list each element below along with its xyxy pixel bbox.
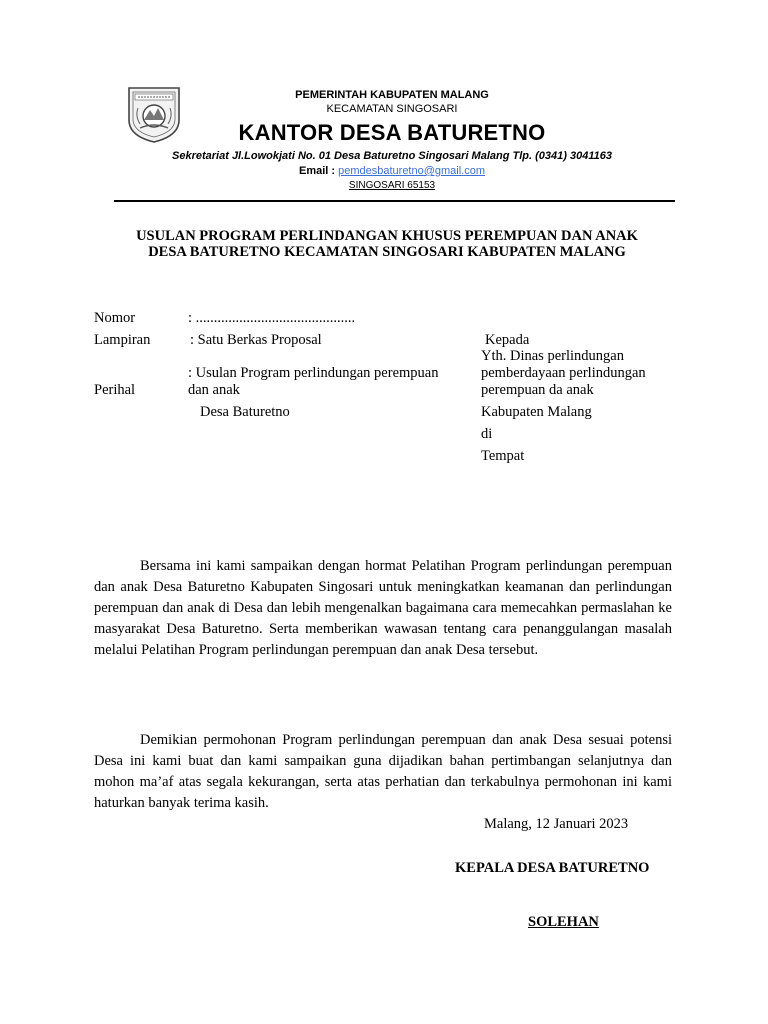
recipient-line-3: perempuan da anak bbox=[481, 382, 594, 398]
email-link[interactable]: pemdesbaturetno@gmail.com bbox=[338, 165, 486, 177]
government-name: PEMERINTAH KABUPATEN MALANG bbox=[295, 89, 489, 101]
email-label: Email : bbox=[298, 165, 339, 177]
nomor-label: Nomor bbox=[94, 310, 136, 326]
body-paragraph-2: Demikian permohonan Program perlindungan perempuan dan anak Desa sesuai potensi Desa ini kami buat dan kami sampaikan guna dijadikan bahan pertimbangan selanjutnya dan mohon ma’af atas segala kekurangan, serta atas perhatian dan terkabulnya permohonan ini kami haturkan banyak terima kasih. bbox=[94, 732, 672, 811]
district-name: KECAMATAN SINGOSARI bbox=[326, 103, 458, 115]
signature-name: SOLEHAN bbox=[528, 914, 599, 930]
perihal-label: Perihal bbox=[94, 382, 136, 398]
lampiran-label: Lampiran bbox=[94, 332, 151, 348]
recipient-kepada: Kepada bbox=[485, 332, 530, 348]
body-paragraph-1: Bersama ini kami sampaikan dengan hormat Pelatihan Program perlindungan perempuan dan anak Desa Baturetno Kabupaten Singosari untuk meningkatkan keamanan dan perlindungan perempuan dan anak di Desa dan lebih mengenalkan bagaimana cara memecahkan permaslahan ke masyarakat Desa Baturetno. Serta memberikan wawasan tentang cara penanggulangan masalah melalui Pelatihan Program perlindungan perempuan dan anak Desa tersebut. bbox=[94, 558, 672, 658]
document-title-line-1: USULAN PROGRAM PERLINDANGAN KHUSUS PEREMPUAN DAN ANAK bbox=[136, 228, 638, 244]
perihal-value-line-2: dan anak bbox=[188, 382, 240, 398]
office-address: Sekretariat Jl.Lowokjati No. 01 Desa Baturetno Singosari Malang Tlp. (0341) 3041163 bbox=[172, 150, 612, 162]
email-row bbox=[110, 165, 674, 177]
recipient-line-1: Yth. Dinas perlindungan bbox=[481, 348, 624, 364]
perihal-value-line-3: Desa Baturetno bbox=[200, 404, 290, 420]
lampiran-value: : Satu Berkas Proposal bbox=[190, 332, 322, 348]
office-name: KANTOR DESA BATURETNO bbox=[238, 120, 546, 145]
recipient-line-4: Kabupaten Malang bbox=[481, 404, 592, 420]
signature-position: KEPALA DESA BATURETNO bbox=[455, 860, 650, 876]
nomor-value: : ............................................ bbox=[188, 310, 356, 326]
signature-place-date: Malang, 12 Januari 2023 bbox=[484, 816, 629, 832]
recipient-line-6: Tempat bbox=[481, 448, 525, 464]
postal-code: SINGOSARI 65153 bbox=[348, 180, 436, 191]
document-title-line-2: DESA BATURETNO KECAMATAN SINGOSARI KABUPATEN MALANG bbox=[148, 244, 626, 260]
perihal-value-line-1: : Usulan Program perlindungan perempuan bbox=[188, 365, 439, 381]
recipient-line-2: pemberdayaan perlindungan bbox=[481, 365, 646, 381]
letterhead-divider bbox=[114, 200, 675, 202]
recipient-line-5: di bbox=[481, 426, 493, 442]
